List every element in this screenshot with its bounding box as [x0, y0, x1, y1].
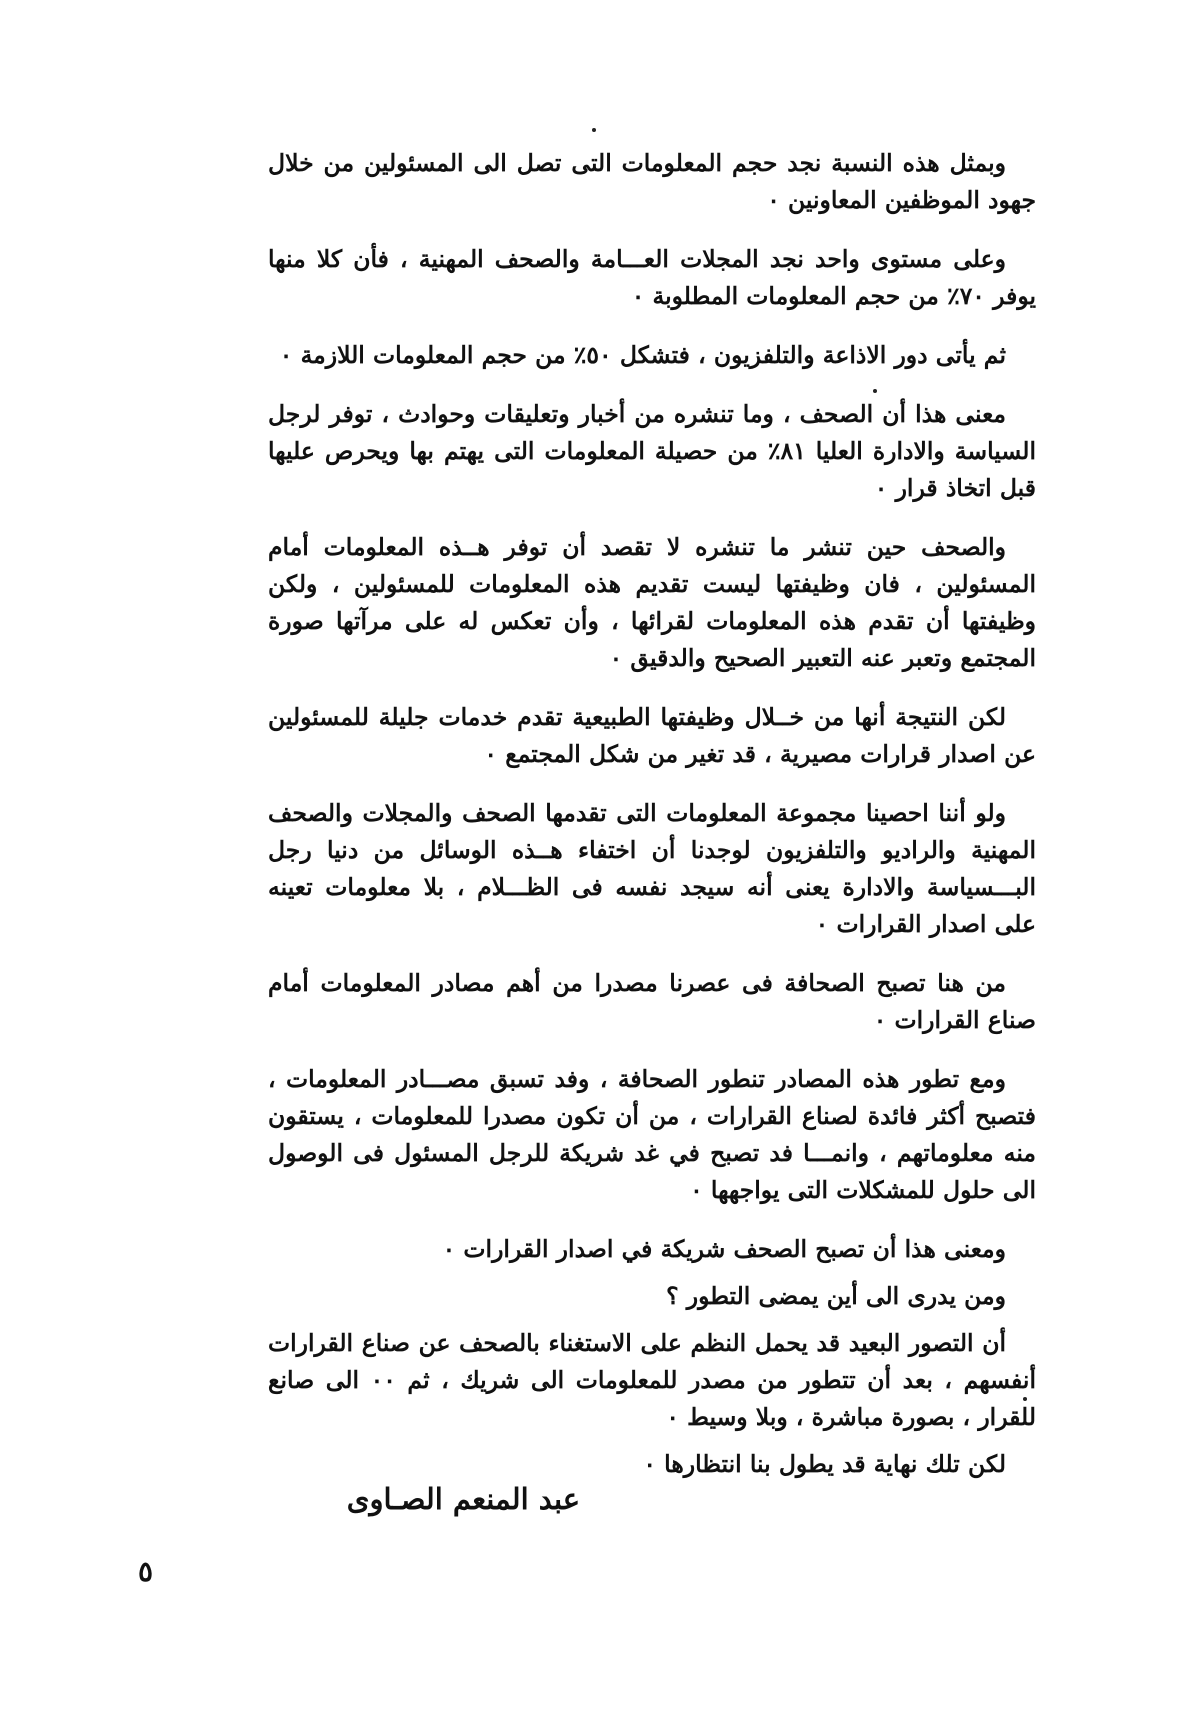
- paragraph: ثم يأتى دور الاذاعة والتلفزيون ، فتشكل ٥٠٪ من حجم المعلومات اللازمة ٠: [279, 341, 1006, 369]
- paragraph: ومن يدرى الى أين يمضى التطور ؟: [666, 1282, 1006, 1310]
- paragraph: وبمثل هذه النسبة نجد حجم المعلومات التى تصل الى المسئولين من خلال جهود الموظفين المعاونين ٠: [268, 149, 1036, 214]
- paragraph: والصحف حين تنشر ما تنشره لا تقصد أن توفر هــذه المعلومات أمام المسئولين ، فان وظيفتها ليست تقديم هذه المعلومات للمسئولين ، ولكن وظيفتها أن تقدم هذه المعلومات لقرائها ، وأن تعكس له على مرآتها صورة المجتمع وتعبر عنه التعبير الصحيح والدقيق ٠: [268, 533, 1036, 672]
- paragraph: وعلى مستوى واحد نجد المجلات العـــامة والصحف المهنية ، فأن كلا منها يوفر ٧٠٪ من حجم المعلومات المطلوبة ٠: [268, 245, 1036, 310]
- author-signature: عبد المنعم الصـاوى: [346, 1482, 580, 1516]
- article-body: [268, 145, 1036, 1493]
- page-number: ٥: [138, 1555, 154, 1588]
- paragraph: لكن تلك نهاية قد يطول بنا انتظارها ٠: [643, 1450, 1006, 1478]
- paragraph: ومعنى هذا أن تصبح الصحف شريكة في اصدار القرارات ٠: [442, 1235, 1006, 1263]
- ink-speck: [592, 128, 596, 132]
- paragraph: أن التصور البعيد قد يحمل النظم على الاستغناء بالصحف عن صناع القرارات أنفسهم ، بعد أن تتطور من مصدر للمعلومات الى شريك ، ثم ٠٠ الى صانع للقرار ، بصورة مباشرة ، وبلا وسيط ٠: [268, 1329, 1036, 1431]
- paragraph: ولو أننا احصينا مجموعة المعلومات التى تقدمها الصحف والمجلات والصحف المهنية والراديو والتلفزيون لوجدنا أن اختفاء هــذه الوسائل من دنيا رجل البـــسياسة والادارة يعنى أنه سيجد نفسه فى الظـــلام ، بلا معلومات تعينه على اصدار القرارات ٠: [268, 799, 1036, 938]
- paragraph: ومع تطور هذه المصادر تنطور الصحافة ، وفد تسبق مصـــادر المعلومات ، فتصبح أكثر فائدة لصناع القرارات ، من أن تكون مصدرا للمعلومات ، يستقون منه معلوماتهم ، وانمـــا فد تصبح في غد شريكة للرجل المسئول فى الوصول الى حلول للمشكلات التى يواجهها ٠: [268, 1065, 1036, 1204]
- paragraph: من هنا تصبح الصحافة فى عصرنا مصدرا من أهم مصادر المعلومات أمام صناع القرارات ٠: [268, 969, 1036, 1034]
- paragraph: معنى هذا أن الصحف ، وما تنشره من أخبار وتعليقات وحوادث ، توفر لرجل السياسة والادارة العليا ٨١٪ من حصيلة المعلومات التى يهتم بها ويحرص عليها قبل اتخاذ قرار ٠: [268, 400, 1037, 502]
- paragraph: لكن النتيجة أنها من خــلال وظيفتها الطبيعية تقدم خدمات جليلة للمسئولين عن اصدار قرارات مصيرية ، قد تغير من شكل المجتمع ٠: [268, 703, 1036, 768]
